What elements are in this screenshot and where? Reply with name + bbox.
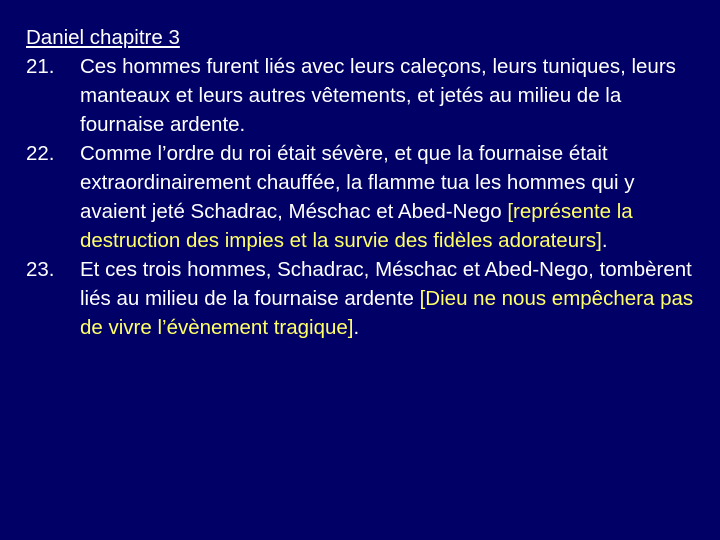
verse-text: Et ces trois hommes, Schadrac, Méschac et Abed-Nego, tombèrent liés au milieu de la fournaise ardente: [80, 258, 692, 310]
verse-21: [26, 52, 706, 139]
verse-commentary: [Dieu ne nous empêchera pas de vivre l’évènement tragique]: [80, 287, 694, 339]
slide-content: [26, 23, 706, 342]
verse-text: Comme l’ordre du roi était sévère, et que la fournaise était extraordinairement chauffée, la flamme tua les hommes qui y avaient jeté Schadrac, Méschac et Abed-Nego: [80, 142, 635, 223]
verse-23: [26, 255, 706, 342]
verse-22: [26, 139, 706, 255]
verse-end-punctuation: .: [353, 316, 360, 339]
verse-text: Ces hommes furent liés avec leurs caleçons, leurs tuniques, leurs manteaux et leurs autres vêtements, et jetés au milieu de la fournaise ardente.: [80, 55, 676, 136]
chapter-heading: Daniel chapitre 3: [26, 26, 180, 49]
verse-commentary: [représente la destruction des impies et la survie des fidèles adorateurs]: [80, 200, 633, 252]
verse-number: 21.: [26, 55, 55, 78]
verse-end-punctuation: .: [601, 229, 608, 252]
verse-number: 23.: [26, 258, 55, 281]
verse-number: 22.: [26, 142, 55, 165]
